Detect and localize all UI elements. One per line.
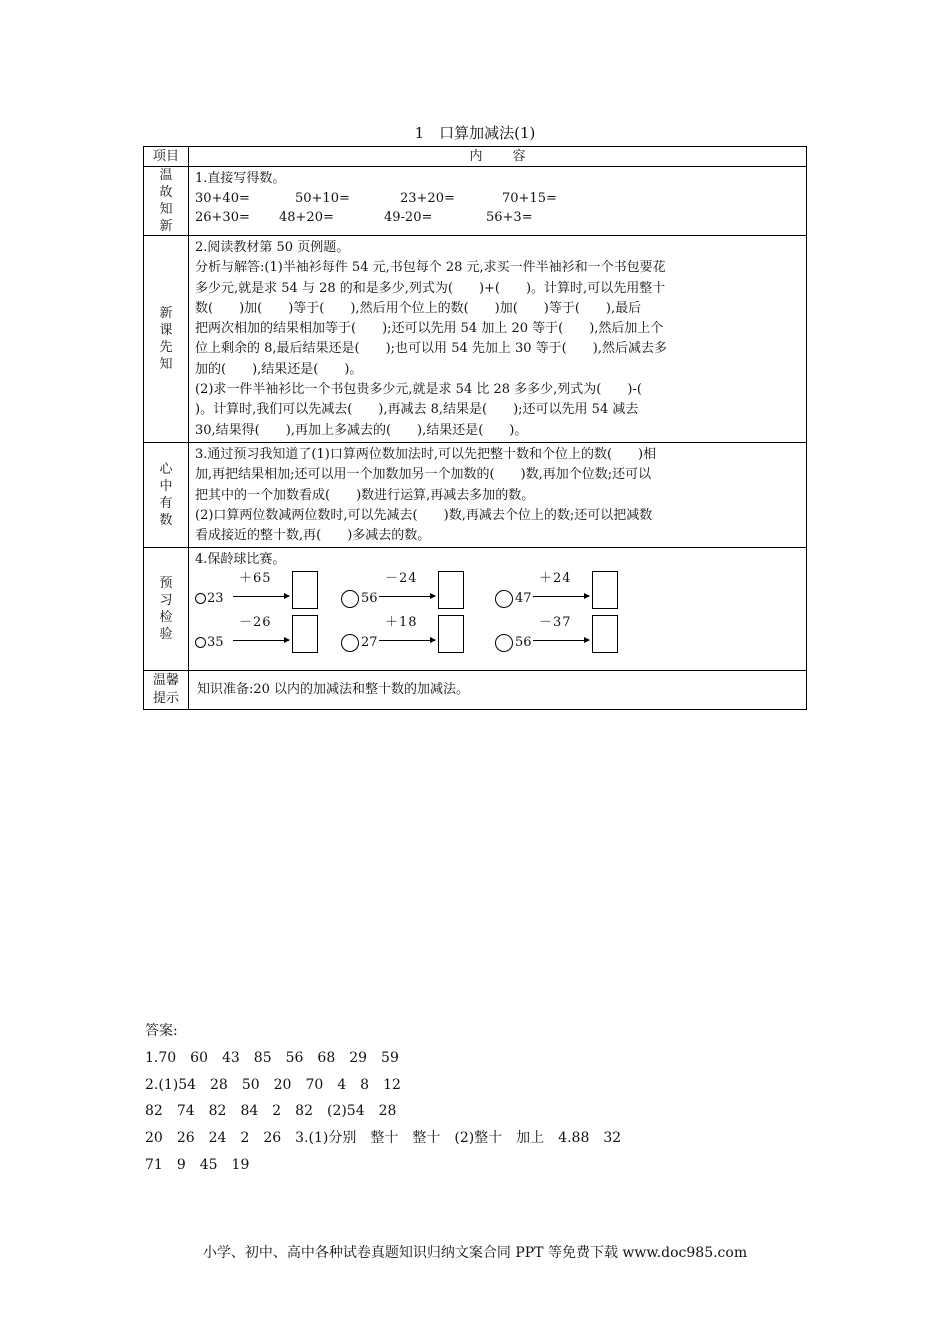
text-line: 加,再把结果相加;还可以用一个加数加另一个加数的( )数,再加个位数;还可以 bbox=[195, 467, 652, 483]
calc-item: 70+15= bbox=[502, 191, 557, 207]
answer-box[interactable] bbox=[438, 615, 464, 653]
calc-row bbox=[195, 189, 800, 208]
bowling-item bbox=[341, 615, 491, 659]
text-line: 多少元,就是求 54 与 28 的和是多少,列式为( )+( )。计算时,可以先用整十 bbox=[195, 280, 666, 296]
circle-icon bbox=[495, 590, 513, 608]
calc-row bbox=[195, 208, 800, 227]
bowling-number: 56 bbox=[361, 590, 378, 606]
answer-line: 71 9 45 19 bbox=[145, 1156, 250, 1173]
bowling-item bbox=[195, 615, 345, 659]
table-header-row bbox=[144, 147, 807, 167]
bowling-operation: －26 bbox=[239, 614, 272, 630]
arrow-icon bbox=[233, 640, 289, 641]
bowling-operation: ＋24 bbox=[539, 570, 572, 586]
bowling-number: 35 bbox=[207, 634, 224, 650]
section-content bbox=[189, 442, 807, 547]
calc-item: 48+20= bbox=[279, 210, 334, 226]
bowling-operation: －37 bbox=[539, 614, 572, 630]
bowling-item bbox=[495, 615, 645, 659]
bowling-operation: ＋18 bbox=[385, 614, 418, 630]
worksheet-table bbox=[143, 146, 807, 710]
text-line: 看成接近的整十数,再( )多减去的数。 bbox=[195, 528, 431, 544]
arrow-icon bbox=[233, 596, 289, 597]
section-preview bbox=[144, 236, 807, 443]
circle-icon bbox=[341, 634, 359, 652]
text-line: (2)求一件半袖衫比一个书包贵多少元,就是求 54 比 28 多多少,列式为( )-( bbox=[195, 382, 642, 398]
section-label: 预习检验 bbox=[144, 548, 189, 670]
question-heading: 1.直接写得数。 bbox=[195, 171, 286, 186]
bowling-grid bbox=[195, 571, 800, 669]
page-title: 1 口算加减法(1) bbox=[414, 124, 536, 142]
text-line: 30,结果得( ),再加上多减去的( ),结果还是( )。 bbox=[195, 422, 528, 438]
bowling-item bbox=[341, 571, 491, 615]
bowling-item bbox=[495, 571, 645, 615]
question-heading: 4.保龄球比赛。 bbox=[195, 552, 286, 568]
section-content bbox=[189, 167, 807, 236]
answer-box[interactable] bbox=[438, 571, 464, 609]
bowling-number: 23 bbox=[207, 590, 224, 606]
bowling-operation: ＋65 bbox=[239, 570, 272, 586]
answer-box[interactable] bbox=[592, 571, 618, 609]
answer-line: 2.(1)54 28 50 20 70 4 8 12 bbox=[145, 1076, 401, 1093]
section-check bbox=[144, 548, 807, 670]
circle-icon bbox=[195, 593, 206, 604]
section-label: 新课先知 bbox=[144, 236, 189, 443]
text-line: 把其中的一个加数看成( )数进行运算,再减去多加的数。 bbox=[195, 487, 535, 503]
calc-item: 26+30= bbox=[195, 210, 250, 226]
circle-icon bbox=[495, 634, 513, 652]
text-line: )。计算时,我们可以先减去( ),再减去 8,结果是( );还可以先用 54 减去 bbox=[195, 402, 639, 418]
header-content: 内容 bbox=[189, 147, 807, 167]
text-line: 数( )加( )等于( ),然后用个位上的数( )加( )等于( ),最后 bbox=[195, 300, 642, 316]
section-content bbox=[189, 236, 807, 443]
answer-section bbox=[145, 1018, 845, 1179]
section-content bbox=[189, 548, 807, 670]
answer-line: 1.70 60 43 85 56 68 29 59 bbox=[145, 1049, 399, 1066]
answer-heading: 答案: bbox=[145, 1023, 178, 1039]
text-line: 位上剩余的 8,最后结果还是( );也可以用 54 先加上 30 等于( ),然后减去多 bbox=[195, 341, 667, 357]
answer-line: 82 74 82 84 2 82 (2)54 28 bbox=[145, 1103, 397, 1120]
text-line: 加的( ),结果还是( )。 bbox=[195, 361, 363, 377]
answer-box[interactable] bbox=[592, 615, 618, 653]
arrow-icon bbox=[379, 640, 435, 641]
bowling-number: 47 bbox=[515, 590, 532, 606]
calc-item: 50+10= bbox=[295, 191, 350, 207]
section-mind bbox=[144, 442, 807, 547]
bowling-number: 56 bbox=[515, 634, 532, 650]
calc-item: 23+20= bbox=[400, 191, 455, 207]
tip-label-line: 温馨 bbox=[152, 672, 179, 688]
tip-label-line: 提示 bbox=[152, 690, 179, 706]
header-label: 项目 bbox=[144, 147, 189, 167]
answer-box[interactable] bbox=[292, 571, 318, 609]
calc-item: 56+3= bbox=[486, 210, 533, 226]
arrow-icon bbox=[379, 596, 435, 597]
bowling-number: 27 bbox=[361, 634, 378, 650]
text-line: 3.通过预习我知道了(1)口算两位数加法时,可以先把整十数和个位上的数( )相 bbox=[195, 446, 657, 462]
section-label: 温故知新 bbox=[144, 167, 189, 236]
bowling-item bbox=[195, 571, 345, 615]
answer-box[interactable] bbox=[292, 615, 318, 653]
arrow-icon bbox=[533, 596, 589, 597]
answer-line: 20 26 24 2 26 3.(1)分别 整十 整十 (2)整十 加上 4.88 32 bbox=[145, 1130, 622, 1147]
circle-icon bbox=[341, 590, 359, 608]
text-line: (2)口算两位数减两位数时,可以先减去( )数,再减去个位上的数;还可以把减数 bbox=[195, 507, 653, 523]
calc-item: 30+40= bbox=[195, 191, 250, 207]
text-line: 把两次相加的结果相加等于( );还可以先用 54 加上 20 等于( ),然后加上个 bbox=[195, 321, 664, 337]
calc-item: 49-20= bbox=[384, 210, 433, 226]
arrow-icon bbox=[533, 640, 589, 641]
section-review bbox=[144, 167, 807, 236]
tip-text: 知识准备:20 以内的加减法和整十数的加减法。 bbox=[189, 670, 807, 709]
footer-text: 小学、初中、高中各种试卷真题知识归纳文案合同 PPT 等免费下载 www.doc985.com bbox=[202, 1245, 748, 1261]
text-line: 分析与解答:(1)半袖衫每件 54 元,书包每个 28 元,求买一件半袖衫和一个书包要花 bbox=[195, 260, 666, 276]
circle-icon bbox=[195, 637, 206, 648]
section-tip bbox=[144, 670, 807, 709]
section-label bbox=[144, 670, 189, 709]
section-label: 心中有数 bbox=[144, 442, 189, 547]
text-line: 2.阅读教材第 50 页例题。 bbox=[195, 240, 350, 255]
bowling-operation: －24 bbox=[385, 570, 418, 586]
